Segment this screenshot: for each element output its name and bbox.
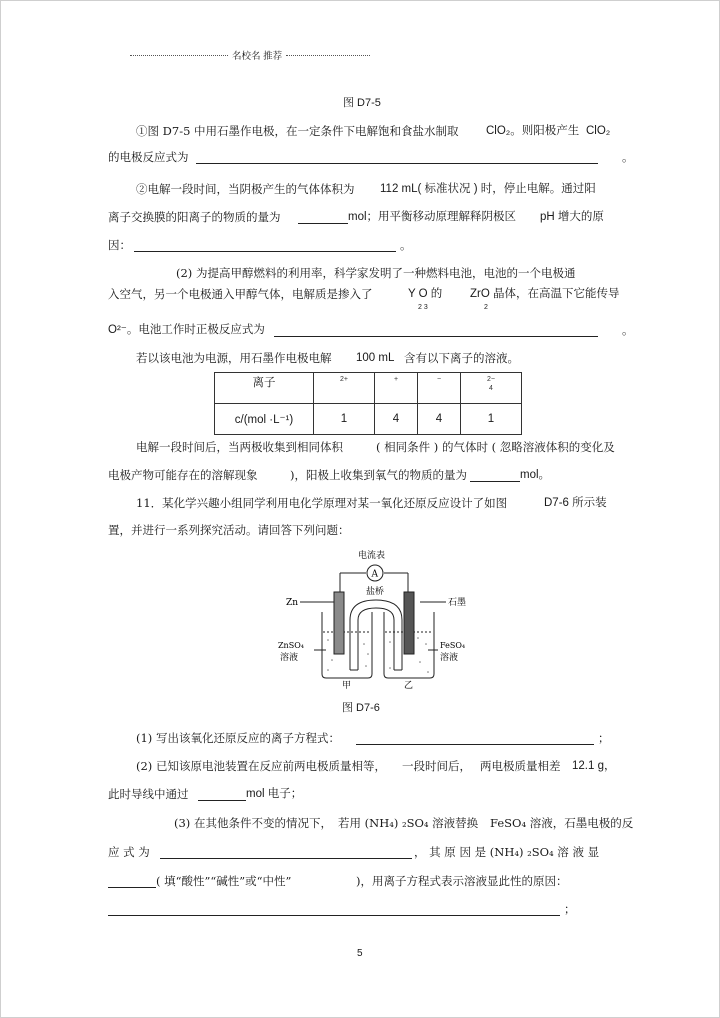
q11-part2-e: 此时导线中通过 bbox=[108, 787, 189, 801]
q10-2-line-2a: 入空气，另一个电极通入甲醇气体，电解质是掺入了 bbox=[108, 287, 373, 301]
table-ion-cell: − bbox=[418, 373, 461, 404]
q11-part2-b: 一段时间后， bbox=[402, 759, 471, 773]
table-ion-cell: + bbox=[375, 373, 418, 404]
q11-part3-f: ( 填“酸性”“碱性”或“中性” bbox=[156, 874, 292, 888]
q10-line-1a: ①图 D7-5 中用石墨作电极，在一定条件下电解饱和食盐水制取 bbox=[136, 124, 459, 138]
q11-part2-c: 两电极质量相差 bbox=[480, 759, 561, 773]
q10-line-4c: pH 增大的原 bbox=[540, 211, 604, 223]
q11-part2-a: (2) 已知该原电池装置在反应前两电极质量相等， bbox=[136, 759, 386, 773]
answer-blank-electron-moles[interactable] bbox=[198, 789, 246, 801]
q10-2-line-4a: 若以该电池为电源，用石墨作电极电解 bbox=[136, 351, 332, 365]
figure-caption-d7-5: 图 D7-5 bbox=[343, 97, 381, 109]
q10-2-line-6a: 电极产物可能存在的溶解现象 bbox=[108, 468, 258, 482]
table-ion-cell: 2+ bbox=[314, 373, 375, 404]
salt-bridge-label: 盐桥 bbox=[366, 587, 385, 597]
q10-2-line-3a: O²⁻。电池工作时正极反应式为 bbox=[108, 324, 265, 336]
cell-yi-label: 乙 bbox=[404, 681, 414, 690]
q11-part3-d: 应 式 为 bbox=[108, 845, 150, 859]
q11-part2-d: 12.1 g， bbox=[572, 760, 616, 772]
q10-line-3a: ②电解一段时间，当阴极产生的气体体积为 bbox=[136, 182, 355, 196]
q10-2-line-4c: 含有以下离子的溶液。 bbox=[404, 351, 519, 365]
q11-part3-c: FeSO₄ 溶液，石墨电极的反 bbox=[490, 816, 634, 830]
ion-concentration-table bbox=[214, 372, 522, 435]
q10-2-line-2c: ZrO 晶体，在高温下它能传导 bbox=[470, 288, 620, 300]
table-row-label: c/(mol ·L⁻¹) bbox=[215, 404, 314, 435]
feso4-label: FeSO₄ bbox=[440, 641, 466, 650]
q10-2-sub-zro2: 2 bbox=[484, 304, 488, 311]
q10-2-line-5b: ( 相同条件 ) 的气体时 ( 忽略溶液体积的变化及 bbox=[376, 440, 615, 454]
q10-line-5-end: 。 bbox=[400, 238, 412, 252]
q10-line-1c: ClO₂ bbox=[586, 125, 611, 137]
q11-part3-a: (3) 在其他条件不变的情况下， bbox=[174, 816, 332, 830]
q10-line-4b: mol；用平衡移动原理解释阴极区 bbox=[348, 211, 517, 223]
answer-blank-ionic-equation[interactable] bbox=[356, 733, 594, 745]
answer-blank-hydrolysis-equation[interactable] bbox=[108, 904, 560, 916]
answer-blank-cathode-reaction[interactable] bbox=[274, 325, 598, 337]
answer-blank-graphite-reaction[interactable] bbox=[160, 847, 412, 859]
q11-part1: (1) 写出该氧化还原反应的离子方程式： bbox=[136, 731, 340, 745]
q10-2-line-1: (2) 为提高甲醇燃料的利用率，科学家发明了一种燃料电池，电池的一个电极通 bbox=[176, 266, 576, 280]
galvanic-cell-diagram bbox=[270, 548, 480, 690]
q10-line-3b: 112 mL( 标准状况 ) 时，停止电解。通过阳 bbox=[380, 183, 596, 195]
header-label: 名校名 推荐 bbox=[232, 51, 283, 62]
q10-line-2a: 的电极反应式为 bbox=[108, 150, 189, 164]
q10-line-1b: ClO₂。则阳极产生 bbox=[486, 125, 580, 137]
q10-2-line-6b: )，阳极上收集到氧气的物质的量为 bbox=[290, 468, 467, 482]
header-rule-right bbox=[286, 55, 370, 56]
table-cell: 1 bbox=[461, 404, 522, 435]
answer-blank-anode-reaction[interactable] bbox=[196, 152, 598, 164]
q11-part1-end: ； bbox=[598, 731, 610, 745]
answer-blank-oxygen-moles[interactable] bbox=[470, 470, 520, 482]
znso4-solution-label: 溶液 bbox=[280, 653, 299, 663]
q10-2-line-5a: 电解一段时间后，当两极收集到相同体积 bbox=[136, 440, 343, 454]
q11-part3-end: ； bbox=[564, 902, 576, 916]
answer-blank-ph-reason[interactable] bbox=[134, 240, 396, 252]
q11-part2-f: mol 电子； bbox=[246, 788, 303, 800]
table-cell: 1 bbox=[314, 404, 375, 435]
table-cell: 4 bbox=[375, 404, 418, 435]
table-row-ions bbox=[215, 373, 522, 404]
graphite-electrode bbox=[404, 592, 414, 654]
q11-part3-g: )，用离子方程式表示溶液显此性的原因： bbox=[356, 874, 568, 888]
answer-blank-acidity[interactable] bbox=[108, 876, 156, 888]
q10-2-line-3-end: 。 bbox=[622, 323, 634, 337]
ammeter-symbol: A bbox=[371, 569, 378, 580]
zn-electrode bbox=[334, 592, 344, 654]
q11-part3-b: 若用 (NH₄) ₂SO₄ 溶液替换 bbox=[338, 816, 479, 830]
table-row-concentration bbox=[215, 404, 522, 435]
q11-intro-c: 置，并进行一系列探究活动。请回答下列问题： bbox=[108, 523, 350, 537]
graphite-label: 石墨 bbox=[448, 598, 467, 608]
table-header-label: 离子 bbox=[215, 373, 314, 404]
figure-caption-d7-6: 图 D7-6 bbox=[342, 702, 380, 714]
q10-line-5a: 因： bbox=[108, 238, 131, 252]
q10-2-line-6c: mol。 bbox=[520, 469, 551, 481]
q10-line-4a: 离子交换膜的阳离子的物质的量为 bbox=[108, 210, 281, 224]
cell-jia-label: 甲 bbox=[342, 681, 352, 690]
ammeter-label: 电流表 bbox=[358, 551, 386, 561]
header-rule-left bbox=[130, 55, 228, 56]
q10-2-line-2b: Y O 的 bbox=[408, 288, 443, 300]
page-number: 5 bbox=[357, 948, 363, 959]
table-cell: 4 bbox=[418, 404, 461, 435]
q10-2-line-4b: 100 mL bbox=[356, 352, 395, 364]
answer-blank-cation-moles[interactable] bbox=[298, 212, 348, 224]
table-ion-cell: 2− 4 bbox=[461, 373, 522, 404]
q11-part3-e: ， 其 原 因 是 (NH₄) ₂SO₄ 溶 液 显 bbox=[414, 845, 600, 859]
feso4-solution-label: 溶液 bbox=[440, 653, 459, 663]
zn-label: Zn bbox=[286, 598, 299, 608]
q10-2-sub-y2o3: 2 3 bbox=[418, 304, 428, 311]
q10-line-2-end: 。 bbox=[622, 150, 634, 164]
q11-intro-b: D7-6 所示装 bbox=[544, 497, 607, 509]
q11-intro-a: 11．某化学兴趣小组同学利用电化学原理对某一氧化还原反应设计了如图 bbox=[136, 496, 508, 510]
znso4-label: ZnSO₄ bbox=[278, 641, 304, 650]
